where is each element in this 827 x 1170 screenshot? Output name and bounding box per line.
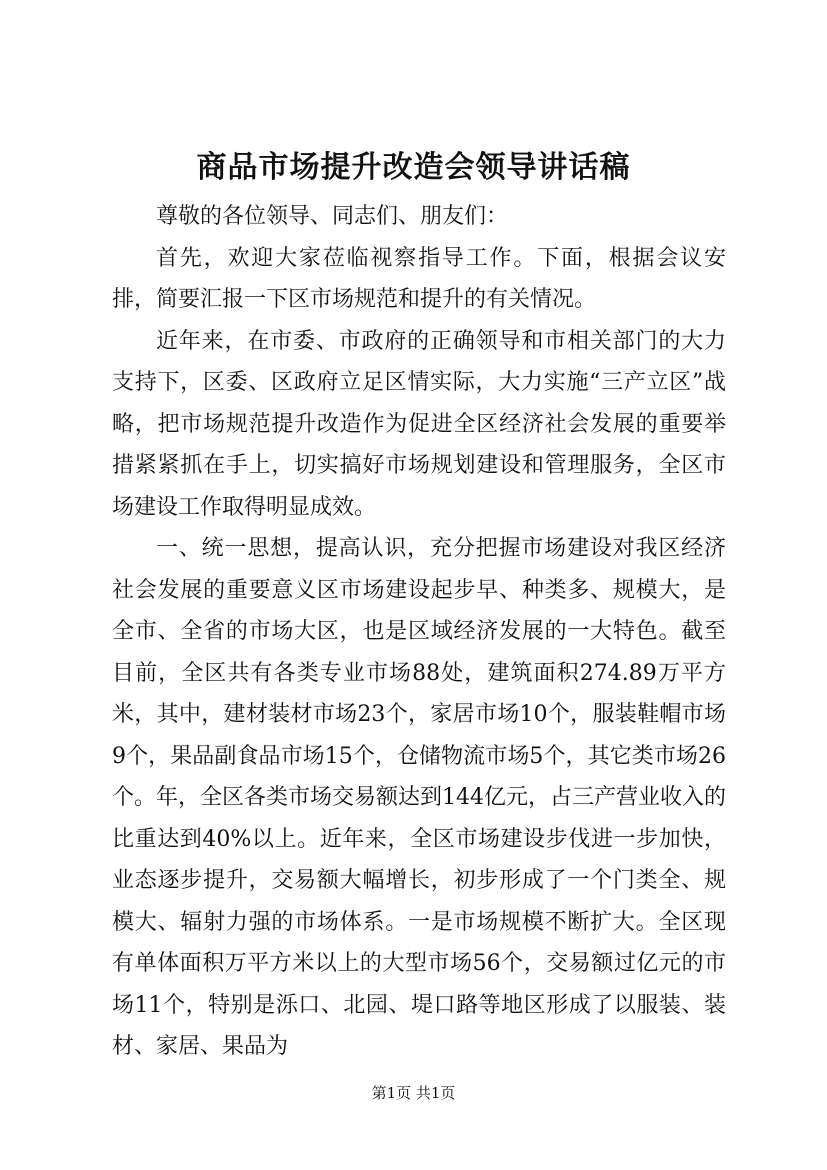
intro-paragraph: 首先，欢迎大家莅临视察指导工作。下面，根据会议安排，简要汇报一下区市场规范和提升的有关情况。 <box>112 245 726 312</box>
greeting-paragraph: 尊敬的各位领导、同志们、朋友们： <box>156 204 509 229</box>
overview-paragraph: 近年来，在市委、市政府的正确领导和市相关部门的大力支持下，区委、区政府立足区情实际，大力实施“三产立区”战略，把市场规范提升改造作为促进全区经济社会发展的重要举措紧紧抓在手上，切实搞好市场规划建设和管理服务，全区市场建设工作取得明显成效。 <box>112 328 726 520</box>
page-footer: 第1页 共1页 <box>371 1084 456 1102</box>
section-one-paragraph: 一、统一思想，提高认识，充分把握市场建设对我区经济社会发展的重要意义区市场建设起步早、种类多、规模大，是全市、全省的市场大区，也是区域经济发展的一大特色。截至目前，全区共有各类专业市场88处，建筑面积274.89万平方米，其中，建材装材市场23个，家居市场10个，服装鞋帽市场9个，果品副食品市场15个，仓储物流市场5个，其它类市场26个。年，全区各类市场交易额达到144亿元，占三产营业收入的比重达到40%以上。近年来，全区市场建设步伐进一步加快，业态逐步提升，交易额大幅增长，初步形成了一个门类全、规模大、辐射力强的市场体系。一是市场规模不断扩大。全区现有单体面积万平方米以上的大型市场56个，交易额过亿元的市场11个，特别是泺口、北园、堤口路等地区形成了以服装、装材、家居、果品为 <box>112 536 726 1059</box>
document-title: 商品市场提升改造会领导讲话稿 <box>196 150 631 185</box>
document-body <box>112 196 726 1068</box>
